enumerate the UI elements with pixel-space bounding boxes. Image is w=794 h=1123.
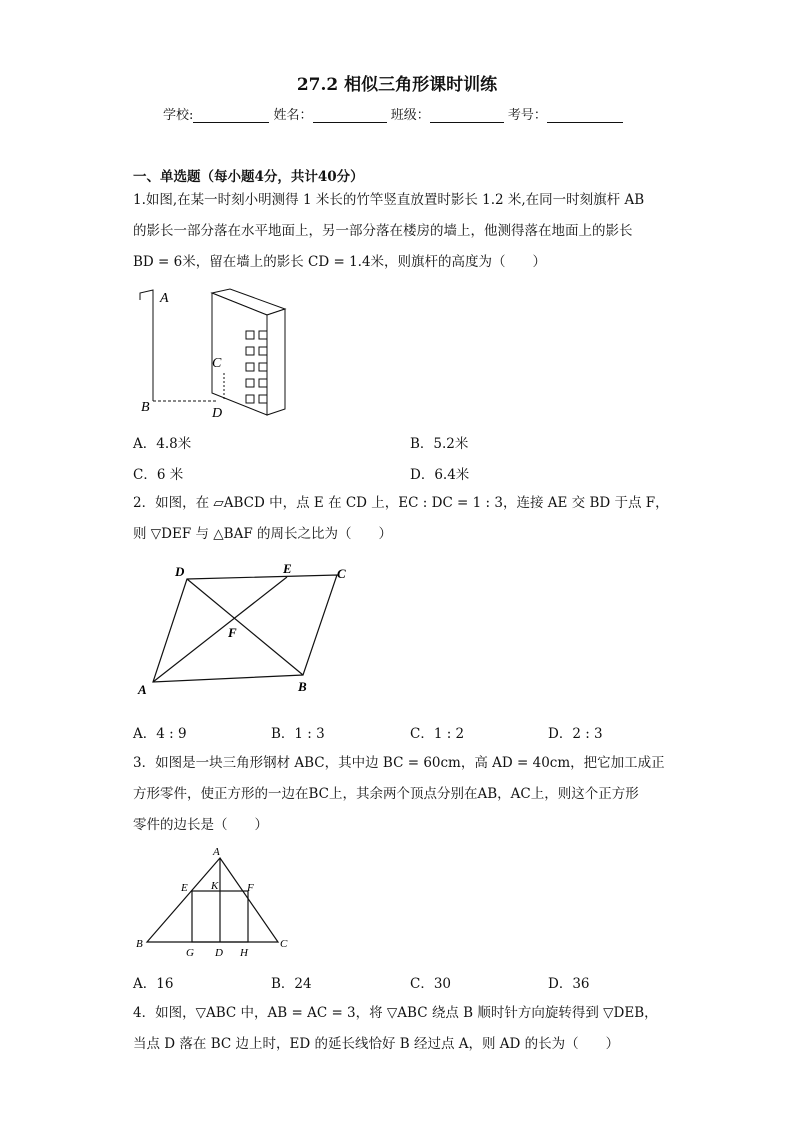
triangle-abc — [147, 858, 278, 942]
question-2-option-a[interactable]: A．4 : 9 — [133, 726, 187, 742]
label-d: D — [175, 564, 185, 579]
label-f: F — [247, 882, 254, 894]
question-1-line-3: BD = 6米，留在墙上的影长 CD = 1.4米，则旗杆的高度为（ ） — [133, 254, 547, 270]
label-c: C — [280, 938, 288, 950]
question-3-option-d[interactable]: D．36 — [548, 976, 590, 992]
flag-shape — [140, 290, 153, 309]
label-e: E — [283, 561, 292, 576]
label-c: C — [212, 356, 222, 371]
class-blank[interactable] — [430, 108, 504, 123]
label-g: G — [186, 947, 194, 959]
school-label: 学校: — [163, 108, 194, 123]
question-1-option-c[interactable]: C．6 米 — [133, 467, 184, 483]
question-3-figure — [130, 840, 295, 965]
question-2-option-c[interactable]: C．1 : 2 — [410, 726, 465, 742]
name-label: 姓名： — [273, 108, 313, 123]
label-d: D — [215, 947, 223, 959]
question-3-option-a[interactable]: A．16 — [133, 976, 174, 992]
section-title: 一、单选题（每小题4分，共计40分） — [133, 169, 364, 185]
label-a: A — [160, 291, 169, 306]
question-3-option-c[interactable]: C．30 — [410, 976, 452, 992]
label-b: B — [141, 400, 150, 415]
parallelogram — [153, 575, 337, 682]
question-3-line-2: 方形零件，使正方形的一边在BC上，其余两个顶点分别在AB，AC上，则这个正方形 — [133, 786, 639, 802]
question-2-text — [133, 488, 693, 550]
page-title: 27.2 相似三角形课时训练 — [296, 75, 498, 95]
label-f: F — [228, 625, 237, 640]
id-blank[interactable] — [547, 108, 623, 123]
question-2-option-d[interactable]: D．2 : 3 — [548, 726, 603, 742]
question-2-line-2: 则 ▽DEF 与 △BAF 的周长之比为（ ） — [133, 526, 393, 542]
building-right-face — [267, 309, 285, 415]
question-3-option-b[interactable]: B．24 — [271, 976, 312, 992]
question-4-text — [133, 998, 693, 1060]
question-1-option-a[interactable]: A．4.8米 — [133, 436, 192, 452]
question-2-option-b[interactable]: B．1 : 3 — [271, 726, 325, 742]
label-h: H — [240, 947, 248, 959]
student-info-row — [163, 104, 623, 123]
label-a: A — [213, 846, 220, 858]
school-blank[interactable] — [193, 108, 269, 123]
label-k: K — [211, 880, 219, 892]
question-1-figure — [130, 285, 290, 425]
question-3-line-1: 3．如图是一块三角形钢材 ABC，其中边 BC = 60cm，高 AD = 40cm，把它加工成正 — [133, 755, 665, 771]
question-4-line-2: 当点 D 落在 BC 边上时，ED 的延长线恰好 B 经过点 A，则 AD 的长为（ ） — [133, 1036, 620, 1052]
name-blank[interactable] — [313, 108, 387, 123]
label-e: E — [181, 882, 188, 894]
question-1-option-b[interactable]: B．5.2米 — [410, 436, 469, 452]
segment-bd — [187, 579, 303, 675]
id-label: 考号： — [507, 108, 547, 123]
question-1-option-d[interactable]: D．6.4米 — [410, 467, 470, 483]
label-a: A — [138, 682, 147, 697]
question-3-line-3: 零件的边长是（ ） — [133, 817, 268, 833]
label-c: C — [337, 566, 346, 581]
question-1-text — [133, 185, 673, 278]
label-b: B — [298, 679, 307, 694]
question-4-line-1: 4．如图，▽ABC 中，AB = AC = 3，将 ▽ABC 绕点 B 顺时针方向旋转得到 ▽DEB， — [133, 1005, 658, 1021]
label-b: B — [136, 938, 143, 950]
question-2-line-1: 2．如图，在 ▱ABCD 中，点 E 在 CD 上，EC : DC = 1 : 3，连接 AE 交 BD 于点 F， — [133, 495, 669, 511]
segment-ae — [153, 577, 287, 682]
question-2-figure — [130, 558, 360, 700]
question-3-text — [133, 748, 693, 841]
class-label: 班级： — [390, 108, 430, 123]
question-1-line-2: 的影长一部分落在水平地面上，另一部分落在楼房的墙上，他测得落在地面上的影长 — [133, 223, 633, 239]
label-d: D — [212, 406, 223, 421]
question-1-line-1: 1.如图,在某一时刻小明测得 1 米长的竹竿竖直放置时影长 1.2 米,在同一时刻旗杆 AB — [133, 192, 645, 208]
